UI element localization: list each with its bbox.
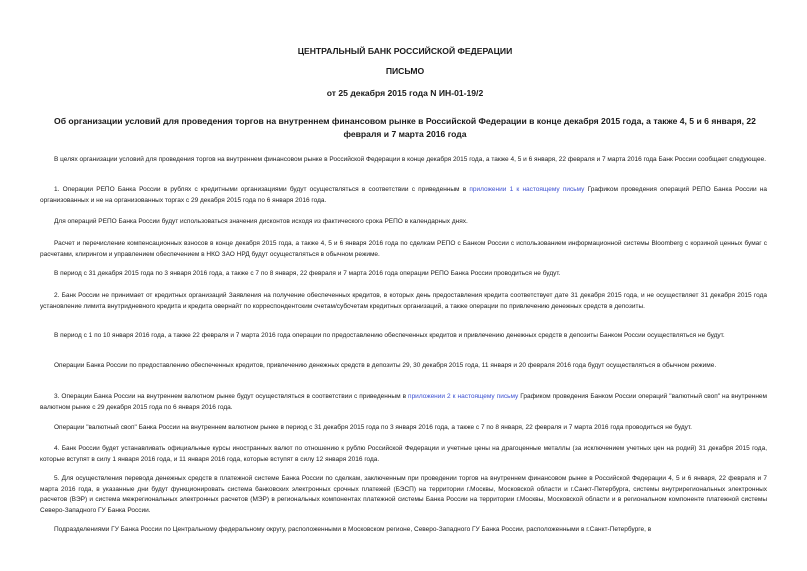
document-reference: от 25 декабря 2015 года N ИН-01-19/2 (326, 88, 484, 98)
paragraph-text: 3. Операции Банка России на внутреннем валютном рынке будут осуществляться в соответствии с приведенным в (54, 393, 409, 400)
document-title: Об организации условий для проведения торгов на внутреннем финансовом рынке в Российской Федерации в конце декабря 2015 года, а также 4, 5 и 6 января, 22 февраля и 7 марта 2016 года (54, 116, 756, 139)
paragraph-repo-discounts: Для операций РЕПО Банка России будут использоваться значения дисконтов исходя из фактического срока РЕПО в календарных днях. (54, 218, 468, 225)
paragraph-repo-suspension: В период с 31 декабря 2015 года по 3 января 2016 года, а также с 7 по 8 января, 22 февраля и 7 марта 2016 года операции РЕПО Банка России проводиться не будут. (54, 270, 561, 277)
paragraph-payment-systems: 5. Для осуществления перевода денежных средств в платежной системе Банка России по сделкам, заключенным при проведении торгов на внутреннем финансовом рынке в Российской Федерации 4, 5 и 6 января, 22 февраля и 7 марта 2016 года, в указанные дни будут функционировать система банковских электронных срочных платежей (БЭСП) на территории г.Москвы, Московской области и г.Санкт-Петербурга, системы внутрирегиональных электронных расчетов (ВЭР) и система межрегиональных электронных расчетов (МЭР) в региональных компонентах платежной системы Банка России на территории г.Москвы, Московской области и в региональном компоненте платежной системы Северо-Западного ГУ Банка России. (40, 475, 767, 514)
paragraph-compensation: Расчет и перечисление компенсационных взносов в конце декабря 2015 года, а также 4, 5 и 6 января 2016 года по сделкам РЕПО с Банком России с использованием информационной системы Bloomberg с корзиной ценных бумаг с расчетами, клирингом и управлением обеспечением в НКО ЗАО НРД будут осуществляться в обычном режиме. (40, 240, 767, 258)
paragraph-exchange-rates: 4. Банк России будет устанавливать официальные курсы иностранных валют по отношению к рублю Российской Федерации и учетные цены на драгоценные металлы (за исключением учетных цен на родий) 31 декабря 2015 года, которые вступят в силу 1 января 2016 года, и 11 января 2016 года, которые вступят в силу 12 января 2016 года. (40, 445, 767, 463)
issuer-heading: ЦЕНТРАЛЬНЫЙ БАНК РОССИЙСКОЙ ФЕДЕРАЦИИ (297, 46, 513, 56)
paragraph-credit-applications: 2. Банк России не принимает от кредитных организаций Заявления на получение обеспеченных кредитов, в которых день предоставления кредита соответствует дате 31 декабря 2015 года, и не осуществляет 31 декабря 2015 года установление лимита внутридневного кредита и кредита овернайт по корреспондентским счетам/субсчетам кредитных организаций, а также операции по привлечению денежных средств в депозиты. (40, 292, 767, 310)
appendix-2-link[interactable]: приложении 2 к настоящему письму (408, 393, 519, 400)
paragraph-fx-operations (40, 392, 767, 413)
paragraph-repo-schedule (40, 185, 767, 206)
paragraph-text: Графиком проведения Банком России операций "валютный своп" на внутреннем валютном рынке с 29 декабря 2015 года по 6 января 2016 года. (40, 393, 767, 411)
paragraph-intro: В целях организации условий для проведения торгов на внутреннем финансовом рынке в Российской Федерации в конце декабря 2015 года, а также 4, 5 и 6 января, 22 февраля и 7 марта 2016 года Банк России сообщает следующее. (54, 156, 766, 163)
paragraph-text: Графиком проведения операций РЕПО Банка России на организованных и не на организованных торгах с 29 декабря 2015 года по 6 января 2016 года. (40, 186, 767, 204)
document-type-heading: ПИСЬМО (385, 66, 425, 76)
paragraph-text: 1. Операции РЕПО Банка России в рублях с кредитными организациями будут осуществляться в соответствии с приведенным в (54, 186, 470, 193)
paragraph-fx-suspension: Операции "валютный своп" Банка России на внутреннем валютном рынке в период с 31 декабря 2015 года по 3 января 2016 года, а также с 7 по 8 января, 22 февраля и 7 марта 2016 года проводиться не будут. (54, 424, 692, 431)
paragraph-credit-normal: Операции Банка России по предоставлению обеспеченных кредитов, привлечению денежных средств в депозиты 29, 30 декабря 2015 года, 11 января и 20 февраля 2016 года будут осуществляться в обычном режиме. (54, 362, 717, 369)
appendix-1-link[interactable]: приложении 1 к настоящему письму (469, 186, 585, 193)
paragraph-subdivisions: Подразделениями ГУ Банка России по Центральному федеральному округу, расположенными в Московском регионе, Северо-Западного ГУ Банка России, расположенными в г.Санкт-Петербурге, в (54, 526, 652, 533)
paragraph-credit-suspension: В период с 1 по 10 января 2016 года, а также 22 февраля и 7 марта 2016 года операции по предоставлению обеспеченных кредитов и привлечению денежных средств в депозиты Банком России осуществляться не будут. (54, 332, 725, 339)
